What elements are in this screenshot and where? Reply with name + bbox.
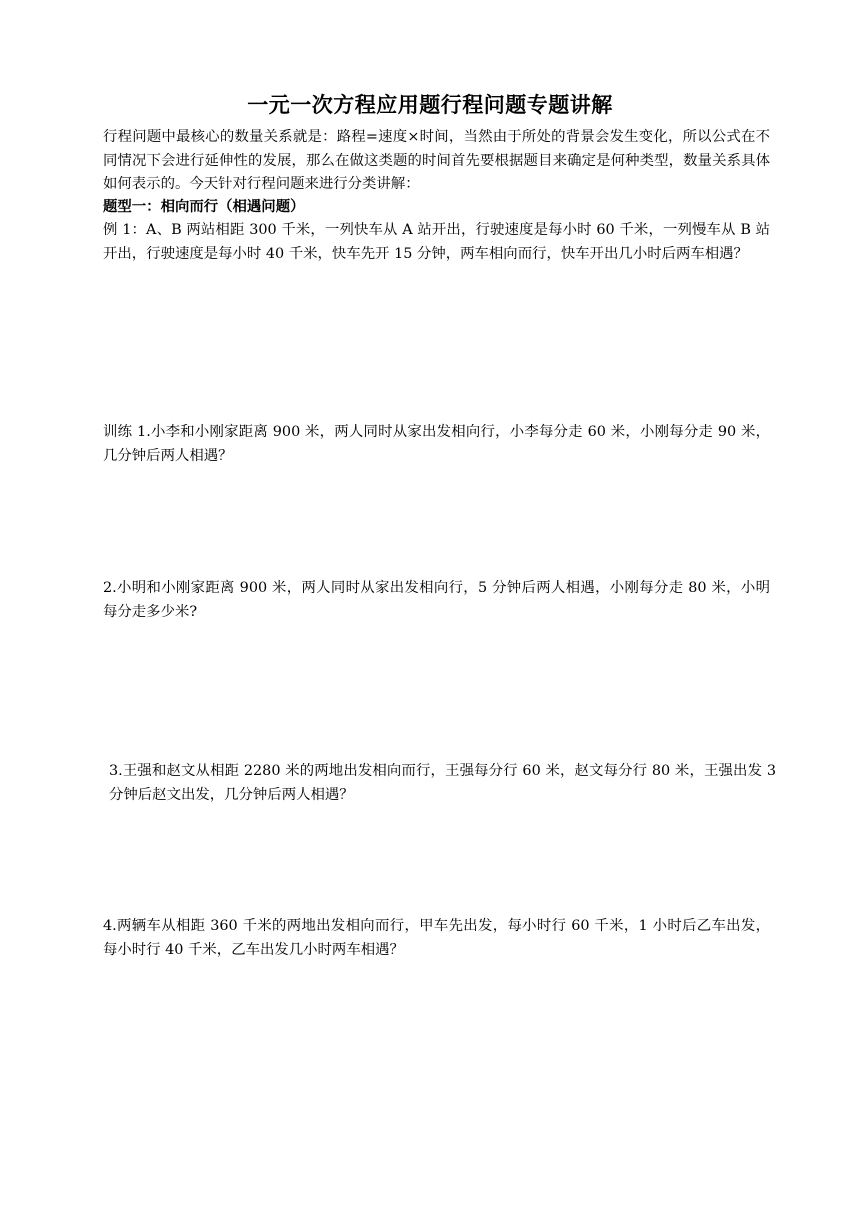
example-question: 例 1：A、B 两站相距 300 千米，一列快车从 A 站开出，行驶速度是每小时 60 千米，一列慢车从 B 站开出，行驶速度是每小时 40 千米，快车先开 15 分钟，两车相向而行，快车开出几小时后两车相遇？	[103, 222, 770, 262]
question-3: 3.王强和赵文从相距 2280 米的两地出发相向而行，王强每分行 60 米，赵文每分行 80 米，王强出发 3 分钟后赵文出发，几分钟后两人相遇？	[109, 763, 776, 803]
question-2: 2.小明和小刚家距离 900 米，两人同时从家出发相向行，5 分钟后两人相遇，小刚每分走 80 米，小明每分走多少米?	[103, 580, 770, 620]
intro-paragraph: 行程问题中最核心的数量关系就是：路程=速度×时间，当然由于所处的背景会发生变化，所以公式在不同情况下会进行延伸性的发展，那么在做这类题的时间首先要根据题目来确定是何种类型，数量关系具体如何表示的。今天针对行程问题来进行分类讲解：	[103, 129, 770, 192]
question-training-1: 训练 1.小李和小刚家距离 900 米，两人同时从家出发相向行，小李每分走 60 米，小刚每分走 90 米，几分钟后两人相遇？	[103, 424, 770, 464]
section-heading: 题型一：相向而行（相遇问题）	[103, 199, 305, 215]
question-4: 4.两辆车从相距 360 千米的两地出发相向而行，甲车先出发，每小时行 60 千米，1 小时后乙车出发，每小时行 40 千米，乙车出发几小时两车相遇？	[103, 918, 770, 958]
document-title: 一元一次方程应用题行程问题专题讲解	[247, 93, 613, 117]
